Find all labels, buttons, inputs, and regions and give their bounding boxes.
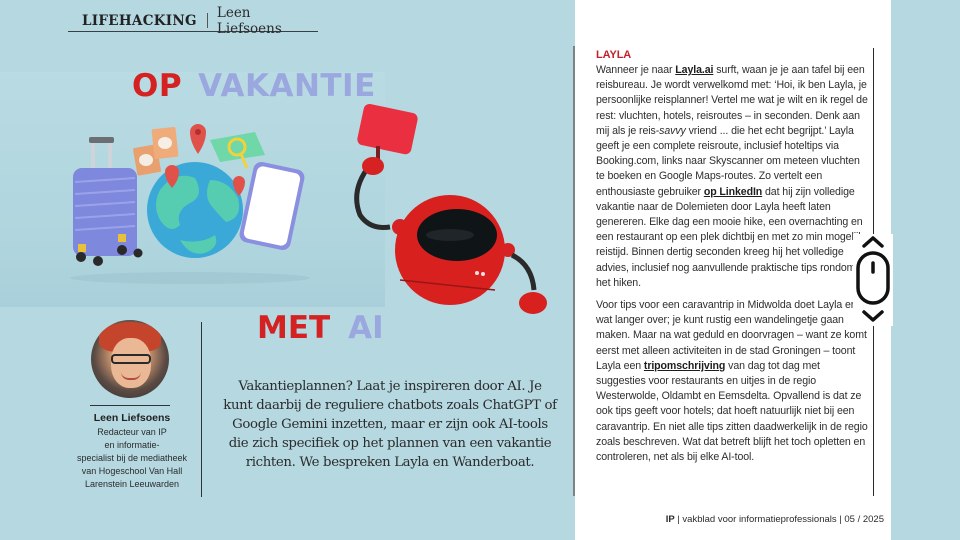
- author-avatar: [91, 320, 169, 398]
- header-author: Leen Liefsoens: [216, 4, 282, 37]
- footer-text: | vakblad voor informatieprofessionals | 05 / 2025: [674, 514, 884, 525]
- author-role-line: en informatie-: [104, 440, 160, 450]
- map-icon: [210, 132, 265, 168]
- headline-met: MET: [257, 310, 331, 346]
- article-paragraph: Wanneer je naar Layla.ai surft, waan je je aan tafel bij een reisbureau. Je wordt verwelkomd met: ‘Hoi, ik ben Layla, je persoonlijke reisplanner! Vertel me wat je wilt en ik regel de rest: vluchten, hotels, reisroutes – in seconden. Denk aan mij als je reis-savvy vriend ... die het echt begrijpt.’ Layla geeft je een complete reisroute, inclusief hoteltips via Booking.com, links naar Skyscanner om meteen vluchten te boeken en Google Maps-routes. Zo vertelt een enthousiaste gebruiker op LinkedIn dat hij zijn volledige vakantie naar de Dolemieten door Layla heeft laten genereren. Elke dag een mooie hike, een overnachting en een restaurant op een plek dichtbij en met zo min mogelijk reistijd. Binnen dertig seconden kreeg hij het volledige advies, inclusief nog aanvullende praktische tips rondom het hiken.: [596, 64, 868, 289]
- robot-body-icon: [395, 195, 505, 305]
- author-name: Leen Liefsoens: [93, 412, 171, 424]
- author-role-line: Larenstein Leeuwarden: [84, 479, 180, 489]
- headline-line-1: [132, 68, 376, 104]
- chevron-down-icon: [864, 312, 882, 320]
- travel-illustration: [60, 110, 320, 290]
- author-divider: [90, 405, 170, 406]
- article-paragraph: Voor tips voor een caravantrip in Midwolda doet Layla er wat langer over; je kunt rustig een wandelingetje gaan maken. Maar na wat geduld en doorvragen – want ze komt eerst met alleen activiteiten in de stad Groningen – toont Layla een tripomschrijving van dag tot dag met suggesties voor restaurants en uitjes in de regio Westerwolde, Oldambt en Eemsdelta. Opvallend is dat ze ook tips geeft voor hotels; dat hoeft natuurlijk niet bij een caravantrip. En niet alle tips zitten daadwerkelijk in de regio zoals beschreven. Wat dat betreft blijft het toch opletten en controleren, net als bij elke AI-tool.: [596, 299, 868, 464]
- headline-vakantie: VAKANTIE: [198, 68, 376, 104]
- robot-illustration: [340, 100, 570, 320]
- page-edge-divider: [573, 46, 575, 496]
- headline-op: OP: [132, 68, 183, 104]
- smartphone-icon: [238, 160, 306, 251]
- footer-brand: IP: [665, 514, 675, 525]
- robot-sign-icon: [356, 103, 419, 160]
- author-info: [62, 412, 202, 491]
- section-header: [68, 4, 318, 37]
- tripomschrijving-link[interactable]: tripomschrijving: [643, 359, 726, 372]
- globe-icon: [147, 162, 243, 258]
- page-footer: [666, 514, 884, 525]
- chevron-up-icon: [864, 238, 882, 246]
- article-kicker: LAYLA: [596, 49, 632, 61]
- headline-line-2: [257, 310, 384, 346]
- linkedin-link[interactable]: op LinkedIn: [703, 185, 763, 198]
- floor-shadow: [70, 272, 310, 284]
- suitcase-icon: [73, 137, 143, 266]
- layla-link[interactable]: Layla.ai: [675, 64, 714, 76]
- mouse-scroll-icon[interactable]: [853, 234, 893, 326]
- header-divider: [207, 13, 208, 28]
- section-label: LIFEHACKING: [82, 12, 197, 29]
- column-divider: [201, 322, 202, 497]
- author-role-line: van Hogeschool Van Hall: [81, 466, 183, 476]
- author-role-line: Redacteur van IP: [97, 427, 167, 437]
- headline-ai: AI: [348, 310, 384, 346]
- author-role-line: specialist bij de mediatheek: [76, 453, 188, 463]
- article-body: [596, 48, 868, 472]
- intro-paragraph: Vakantieplannen? Laat je inspireren door AI. Je kunt daarbij de reguliere chatbots zoals ChatGPT of Google Gemini inzetten, maar er zijn ook AI-tools die zich specifiek op het plannen van een vakantie richten. We bespreken Layla en Wanderboat.: [223, 379, 557, 470]
